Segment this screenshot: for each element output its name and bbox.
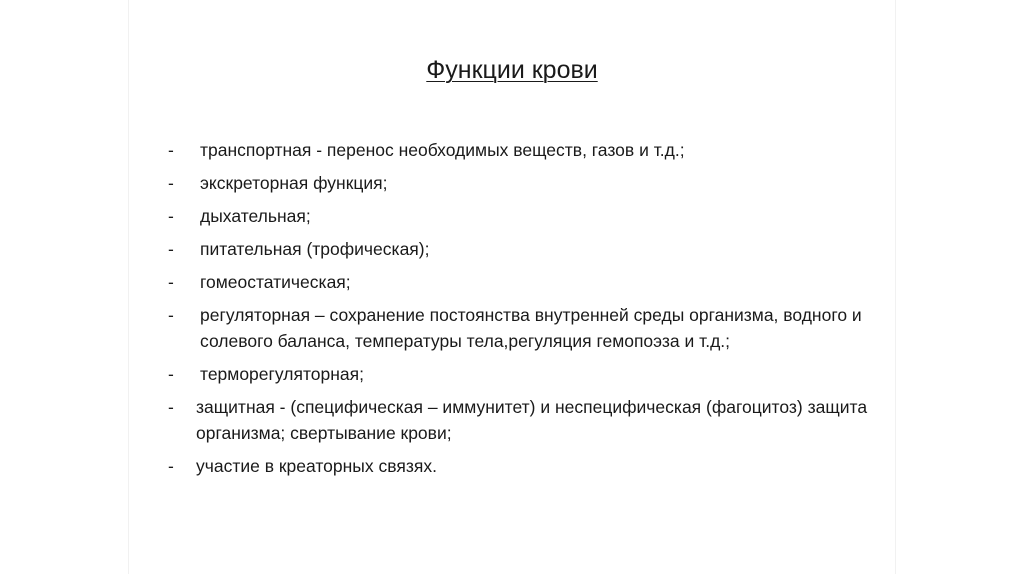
slide-left-edge <box>128 0 129 574</box>
list-item-text: питательная (трофическая); <box>200 239 430 259</box>
bullet-dash: - <box>168 397 174 417</box>
list-item-text: транспортная - перенос необходимых веществ, газов и т.д.; <box>200 140 685 160</box>
list-item <box>168 302 868 354</box>
list-item-text: регуляторная – сохранение постоянства внутренней среды организма, водного и солевого баланса, температуры тела,регуляция гемопоэза и т.д.; <box>200 305 862 351</box>
list-item <box>168 236 868 262</box>
slide-title <box>0 54 1024 86</box>
list-item-text: гомеостатическая; <box>200 272 351 292</box>
bullet-dash: - <box>168 305 174 325</box>
list-item <box>168 361 868 387</box>
slide-title-text: Функции крови <box>426 56 598 84</box>
bullet-dash: - <box>168 456 174 476</box>
list-item-text: экскреторная функция; <box>200 173 388 193</box>
bullet-dash: - <box>168 239 174 259</box>
bullet-dash: - <box>168 206 174 226</box>
list-item-text: терморегуляторная; <box>200 364 364 384</box>
list-item <box>168 394 868 446</box>
list-item-text: участие в креаторных связях. <box>196 456 437 476</box>
functions-list <box>168 137 868 486</box>
list-item-text: защитная - (специфическая – иммунитет) и неспецифическая (фагоцитоз) защита организма; свертывание крови; <box>196 397 868 443</box>
list-item-text: дыхательная; <box>200 206 311 226</box>
list-item <box>168 453 868 479</box>
bullet-dash: - <box>168 173 174 193</box>
bullet-dash: - <box>168 140 174 160</box>
list-item <box>168 170 868 196</box>
list-item <box>168 269 868 295</box>
slide-right-edge <box>895 0 896 574</box>
bullet-dash: - <box>168 364 174 384</box>
bullet-dash: - <box>168 272 174 292</box>
list-item <box>168 137 868 163</box>
list-item <box>168 203 868 229</box>
